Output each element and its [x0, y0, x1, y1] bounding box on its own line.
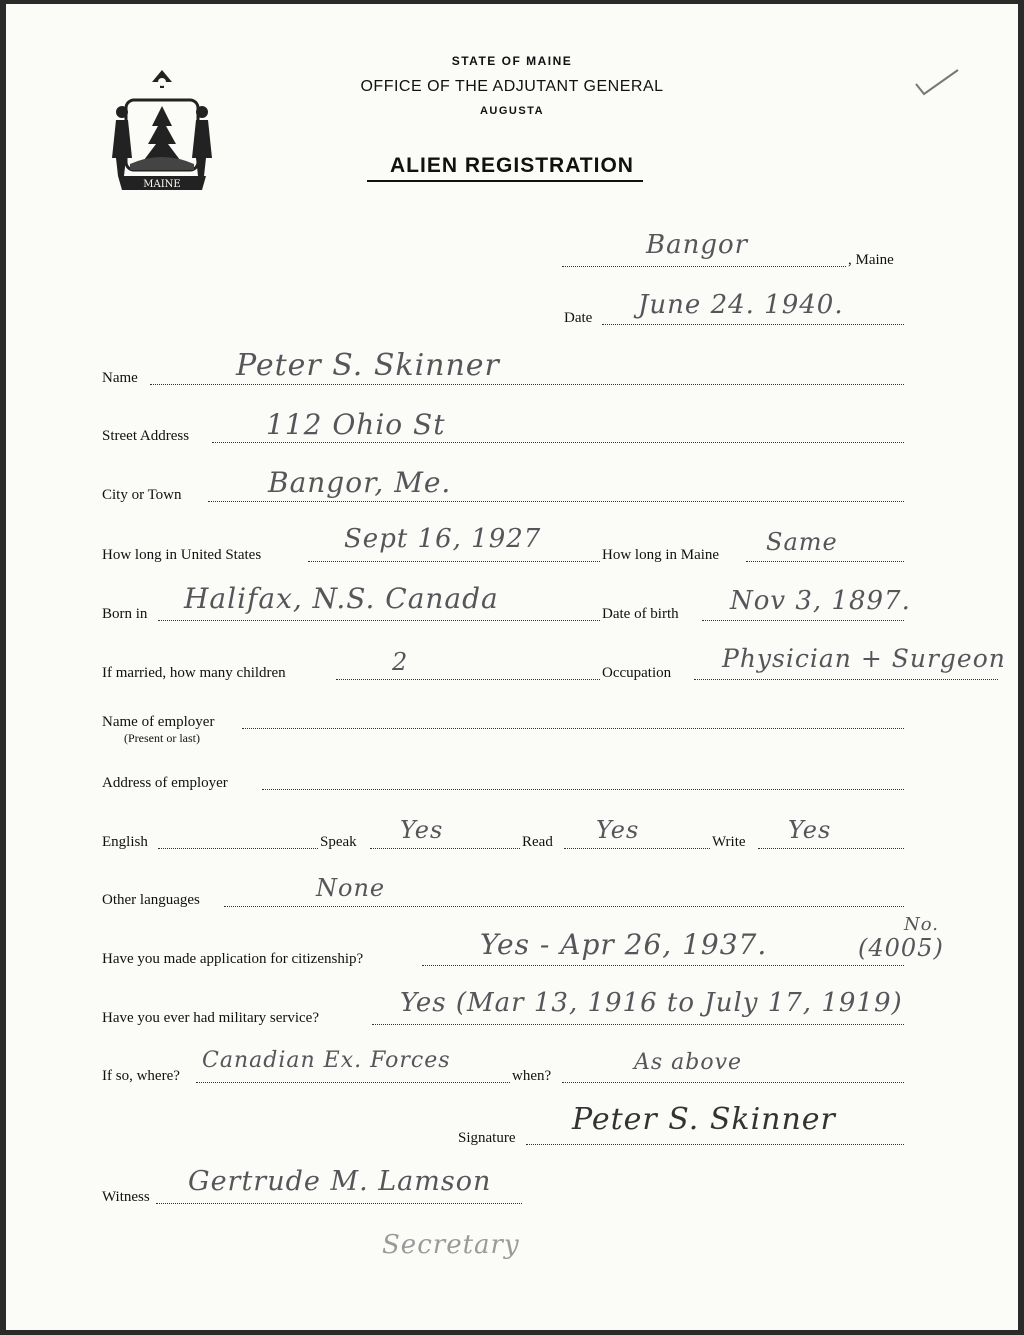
occupation-entry: Physician + Surgeon: [722, 644, 1006, 673]
how-long-us-line: [308, 561, 600, 562]
maine-label: , Maine: [848, 252, 894, 268]
employer-label: Name of employer: [102, 714, 215, 730]
registration-form: [6, 4, 1018, 1330]
when-line: [562, 1082, 904, 1083]
city-entry: Bangor, Me.: [268, 466, 452, 499]
where-entry: Canadian Ex. Forces: [202, 1048, 451, 1073]
signature-line: [526, 1144, 904, 1145]
date-label: Date: [564, 310, 593, 326]
born-in-entry: Halifax, N.S. Canada: [184, 582, 499, 615]
other-languages-entry: None: [316, 874, 386, 902]
speak-line: [370, 848, 520, 849]
when-label: when?: [512, 1068, 552, 1084]
office-heading: OFFICE OF THE ADJUTANT GENERAL: [360, 78, 664, 95]
name-label: Name: [102, 370, 138, 386]
witness-line: [156, 1203, 522, 1204]
where-label: If so, where?: [102, 1068, 180, 1084]
signature-entry: Peter S. Skinner: [572, 1102, 836, 1137]
write-entry: Yes: [788, 816, 832, 844]
signature-label: Signature: [458, 1130, 516, 1146]
street-address-label: Street Address: [102, 428, 190, 444]
speak-label: Speak: [320, 834, 357, 850]
city-heading: AUGUSTA: [479, 105, 545, 117]
employer-address-line: [262, 789, 904, 790]
children-entry: 2: [392, 648, 409, 676]
military-label: Have you ever had military service?: [102, 1010, 319, 1026]
how-long-us-entry: Sept 16, 1927: [344, 524, 542, 554]
employer-line: [242, 728, 904, 729]
name-line: [150, 384, 904, 385]
citizenship-label: Have you made application for citizenship?: [102, 951, 364, 967]
date-of-birth-label: Date of birth: [602, 606, 679, 622]
where-line: [196, 1082, 510, 1083]
street-address-entry: 112 Ohio St: [266, 408, 446, 441]
write-label: Write: [712, 834, 746, 850]
state-heading: STATE OF MAINE: [451, 54, 573, 68]
witness-title: Secretary: [382, 1230, 520, 1260]
seal-label: MAINE: [143, 179, 181, 190]
witness-entry: Gertrude M. Lamson: [188, 1166, 492, 1197]
city-line: [208, 501, 904, 502]
how-long-maine-label: How long in Maine: [602, 547, 720, 563]
military-entry: Yes (Mar 13, 1916 to July 17, 1919): [400, 988, 903, 1018]
check-mark-icon: [914, 66, 964, 102]
citizenship-number: (4005): [858, 934, 944, 962]
date-line: [602, 324, 904, 325]
read-label: Read: [522, 834, 553, 850]
form-title: ALIEN REGISTRATION: [390, 154, 634, 177]
employer-address-label: Address of employer: [102, 775, 228, 791]
employer-note: (Present or last): [124, 731, 200, 745]
how-long-maine-line: [746, 561, 904, 562]
born-in-line: [158, 620, 600, 621]
write-line: [758, 848, 904, 849]
citizenship-line: [422, 965, 904, 966]
date-of-birth-entry: Nov 3, 1897.: [730, 586, 911, 616]
english-label: English: [102, 834, 148, 850]
english-line: [158, 848, 318, 849]
city-label: City or Town: [102, 487, 182, 503]
date-entry: June 24. 1940.: [638, 290, 844, 320]
occupation-label: Occupation: [602, 665, 672, 681]
citizenship-number-label: No.: [904, 914, 939, 935]
other-languages-line: [224, 906, 904, 907]
read-entry: Yes: [596, 816, 640, 844]
children-line: [336, 679, 600, 680]
children-label: If married, how many children: [102, 665, 286, 681]
how-long-us-label: How long in United States: [102, 547, 262, 563]
citizenship-entry: Yes - Apr 26, 1937.: [480, 928, 768, 961]
occupation-line: [694, 679, 998, 680]
town-line: [562, 266, 846, 267]
date-of-birth-line: [702, 620, 904, 621]
when-entry: As above: [634, 1050, 743, 1075]
witness-label: Witness: [102, 1189, 150, 1205]
town-entry: Bangor: [646, 230, 749, 260]
title-underline: [367, 180, 643, 182]
born-in-label: Born in: [102, 606, 148, 622]
military-line: [372, 1024, 904, 1025]
name-entry: Peter S. Skinner: [236, 348, 500, 383]
how-long-maine-entry: Same: [766, 528, 838, 556]
other-languages-label: Other languages: [102, 892, 200, 908]
street-address-line: [212, 442, 904, 443]
speak-entry: Yes: [400, 816, 444, 844]
read-line: [564, 848, 710, 849]
